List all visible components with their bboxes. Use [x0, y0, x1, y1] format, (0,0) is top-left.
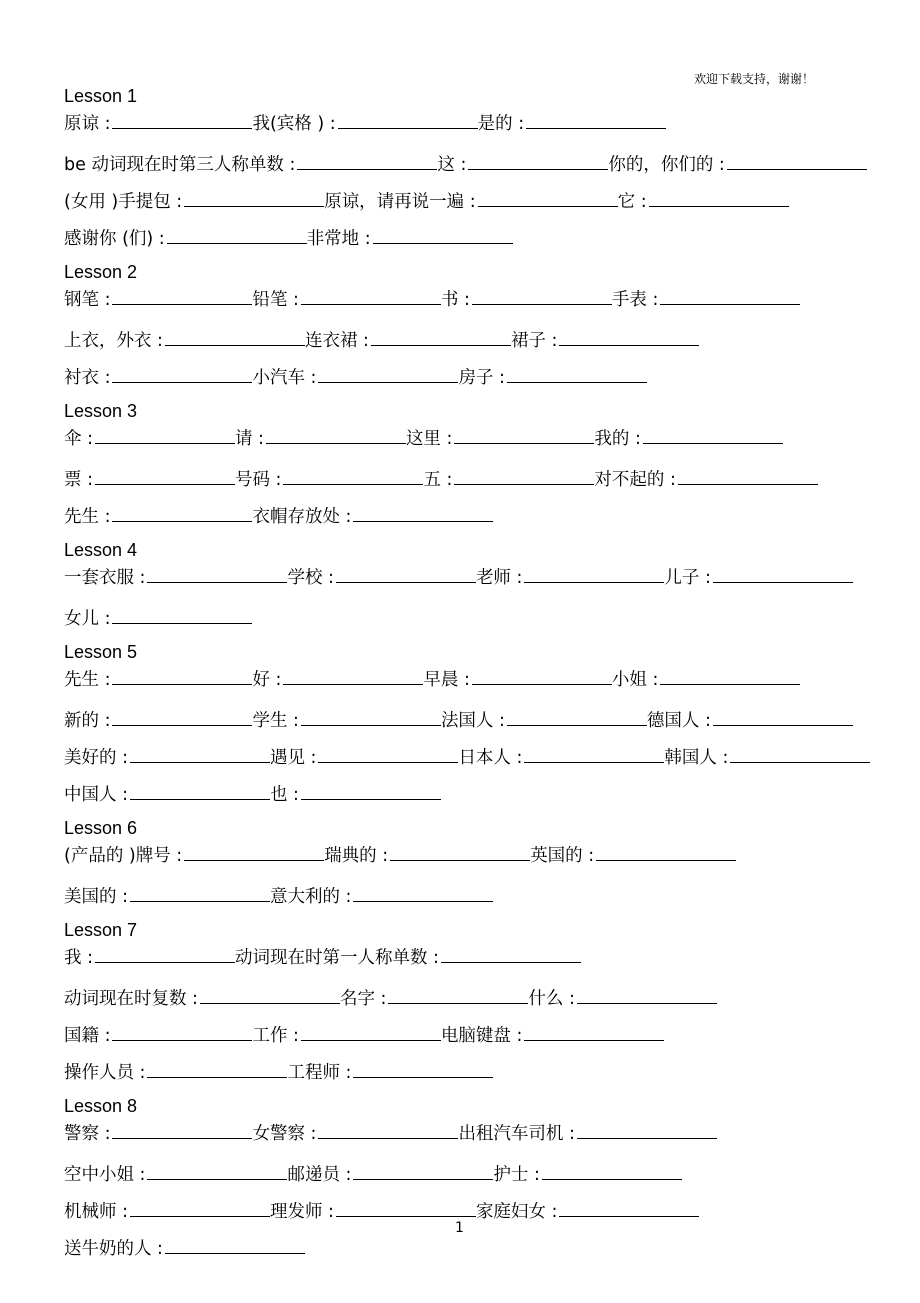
vocab-term: (产品的 )牌号 : [64, 846, 183, 866]
vocab-term: 中国人 : [64, 785, 128, 805]
vocab-term: 伞 : [64, 429, 93, 449]
vocab-term: 裙子 : [510, 331, 558, 351]
lesson-title: Lesson 5 [64, 642, 138, 662]
answer-blank[interactable] [524, 562, 664, 583]
answer-blank[interactable] [649, 186, 789, 207]
vocab-term: 出租汽车司机 : [458, 1124, 575, 1144]
vocab-term: 德国人 : [646, 711, 711, 731]
answer-blank[interactable] [390, 840, 530, 861]
answer-blank[interactable] [318, 742, 458, 763]
answer-blank[interactable] [112, 501, 252, 522]
vocab-row [64, 223, 884, 260]
answer-blank[interactable] [165, 1233, 305, 1254]
answer-blank[interactable] [301, 1020, 441, 1041]
answer-blank[interactable] [524, 742, 664, 763]
answer-blank[interactable] [297, 149, 437, 170]
answer-blank[interactable] [112, 603, 252, 624]
answer-blank[interactable] [542, 1159, 682, 1180]
vocab-term: 电脑键盘 : [440, 1026, 523, 1046]
vocab-term: 名字 : [339, 989, 387, 1009]
answer-blank[interactable] [730, 742, 870, 763]
answer-blank[interactable] [266, 423, 406, 444]
vocab-term: 邮递员 : [287, 1165, 352, 1185]
vocab-term: 老师 : [475, 568, 523, 588]
vocab-term: 女警察 : [252, 1124, 317, 1144]
vocab-term: 这里 : [405, 429, 453, 449]
worksheet-content [64, 84, 884, 1270]
vocab-term: 美国的 : [64, 887, 128, 907]
vocab-term: 衬衣 : [64, 368, 111, 388]
vocab-term: 遇见 : [269, 748, 317, 768]
answer-blank[interactable] [388, 983, 528, 1004]
answer-blank[interactable] [660, 664, 800, 685]
header-note: 欢迎下载支持，谢谢！ [694, 72, 815, 86]
vocab-term: 学校 : [287, 568, 334, 588]
vocab-term: 空中小姐 : [64, 1165, 146, 1185]
vocab-term: 工程师 : [287, 1063, 352, 1083]
vocab-term: 感谢你 (们) : [64, 229, 165, 249]
vocab-term: 警察 : [64, 1124, 111, 1144]
answer-blank[interactable] [472, 284, 612, 305]
answer-blank[interactable] [184, 186, 324, 207]
vocab-term: 学生 : [252, 711, 299, 731]
answer-blank[interactable] [577, 1118, 717, 1139]
answer-blank[interactable] [643, 423, 783, 444]
vocab-row [64, 284, 884, 325]
vocab-term: 女儿 : [64, 609, 111, 629]
answer-blank[interactable] [596, 840, 736, 861]
vocab-row [64, 705, 884, 742]
answer-blank[interactable] [130, 881, 270, 902]
vocab-term: 瑞典的 : [324, 846, 389, 866]
lesson-title: Lesson 3 [64, 401, 138, 421]
answer-blank[interactable] [95, 423, 235, 444]
vocab-row [64, 664, 884, 705]
answer-blank[interactable] [559, 325, 699, 346]
answer-blank[interactable] [353, 1057, 493, 1078]
lesson-title: Lesson 2 [64, 262, 138, 282]
vocab-row [64, 562, 884, 603]
vocab-row [64, 881, 884, 918]
answer-blank[interactable] [727, 149, 867, 170]
answer-blank[interactable] [338, 108, 478, 129]
vocab-row [64, 149, 884, 186]
answer-blank[interactable] [147, 562, 287, 583]
answer-blank[interactable] [472, 664, 612, 685]
vocab-term: 五 : [423, 470, 453, 490]
vocab-row [64, 603, 884, 640]
vocab-term: 动词现在时复数 : [64, 989, 198, 1009]
answer-blank[interactable] [318, 1118, 458, 1139]
answer-blank[interactable] [318, 362, 458, 383]
answer-blank[interactable] [507, 705, 647, 726]
answer-blank[interactable] [283, 464, 423, 485]
vocab-term: 原谅 : [64, 114, 111, 134]
vocab-row [64, 362, 884, 399]
answer-blank[interactable] [373, 223, 513, 244]
answer-blank[interactable] [147, 1057, 287, 1078]
vocab-row [64, 1233, 884, 1270]
answer-blank[interactable] [371, 325, 511, 346]
lesson-title: Lesson 4 [64, 540, 138, 560]
vocab-row [64, 501, 884, 538]
answer-blank[interactable] [454, 423, 594, 444]
vocab-term: 机械师 : [64, 1202, 128, 1222]
vocab-term: 新的 : [64, 711, 111, 731]
vocab-term: 日本人 : [458, 748, 523, 768]
answer-blank[interactable] [95, 464, 235, 485]
answer-blank[interactable] [301, 705, 441, 726]
vocab-term: 钢笔 : [64, 290, 111, 310]
vocab-term: 铅笔 : [252, 290, 299, 310]
vocab-term: 理发师 : [269, 1202, 334, 1222]
vocab-row [64, 325, 884, 362]
vocab-term: 先生 : [64, 670, 111, 690]
vocab-row [64, 1020, 884, 1057]
answer-blank[interactable] [441, 942, 581, 963]
answer-blank[interactable] [577, 983, 717, 1004]
vocab-term: 什么 : [528, 989, 575, 1009]
vocab-term: 书 : [440, 290, 470, 310]
vocab-term: be 动词现在时第三人称单数 : [64, 155, 296, 175]
answer-blank[interactable] [112, 362, 252, 383]
vocab-term: 小姐 : [611, 670, 659, 690]
answer-blank[interactable] [184, 840, 324, 861]
answer-blank[interactable] [147, 1159, 287, 1180]
answer-blank[interactable] [353, 881, 493, 902]
vocab-term: 早晨 : [423, 670, 470, 690]
vocab-row [64, 779, 884, 816]
vocab-term: 小汽车 : [252, 368, 317, 388]
vocab-term: 我(宾格 ) : [252, 114, 336, 134]
lesson-title: Lesson 6 [64, 818, 138, 838]
vocab-term: 我的 : [594, 429, 641, 449]
answer-blank[interactable] [478, 186, 618, 207]
vocab-term: 原谅，请再说一遍 : [324, 192, 476, 212]
answer-blank[interactable] [353, 1159, 493, 1180]
vocab-term: 也 : [269, 785, 299, 805]
vocab-term: 家庭妇女 : [475, 1202, 558, 1222]
vocab-term: 手表 : [611, 290, 659, 310]
vocab-term: 韩国人 : [664, 748, 729, 768]
vocab-term: 衣帽存放处 : [252, 507, 352, 527]
vocab-term: 它 : [617, 192, 647, 212]
vocab-term: 护士 : [493, 1165, 540, 1185]
answer-blank[interactable] [524, 1020, 664, 1041]
answer-blank[interactable] [507, 362, 647, 383]
vocab-row [64, 942, 884, 983]
vocab-term: (女用 )手提包 : [64, 192, 183, 212]
vocab-term: 你的，你们的 : [608, 155, 725, 175]
lesson-title: Lesson 7 [64, 920, 138, 940]
answer-blank[interactable] [112, 705, 252, 726]
vocab-row [64, 840, 884, 881]
lesson-title: Lesson 8 [64, 1096, 138, 1116]
vocab-row [64, 1118, 884, 1159]
answer-blank[interactable] [283, 664, 423, 685]
vocab-term: 对不起的 : [594, 470, 676, 490]
vocab-term: 先生 : [64, 507, 111, 527]
answer-blank[interactable] [713, 562, 853, 583]
vocab-row [64, 983, 884, 1020]
vocab-term: 儿子 : [664, 568, 711, 588]
answer-blank[interactable] [559, 1196, 699, 1217]
vocab-term: 号码 : [234, 470, 282, 490]
page-number: 1 [455, 1220, 464, 1236]
vocab-term: 意大利的 : [269, 887, 352, 907]
vocab-term: 票 : [64, 470, 93, 490]
vocab-term: 操作人员 : [64, 1063, 146, 1083]
answer-blank[interactable] [301, 284, 441, 305]
lesson-title: Lesson 1 [64, 86, 138, 106]
vocab-term: 国籍 : [64, 1026, 111, 1046]
vocab-term: 一套衣服 : [64, 568, 146, 588]
vocab-term: 这 : [437, 155, 467, 175]
answer-blank[interactable] [130, 742, 270, 763]
vocab-row [64, 1196, 884, 1233]
vocab-row [64, 742, 884, 779]
vocab-row [64, 108, 884, 149]
vocab-term: 美好的 : [64, 748, 128, 768]
answer-blank[interactable] [678, 464, 818, 485]
answer-blank[interactable] [713, 705, 853, 726]
answer-blank[interactable] [526, 108, 666, 129]
answer-blank[interactable] [167, 223, 307, 244]
answer-blank[interactable] [468, 149, 608, 170]
answer-blank[interactable] [130, 779, 270, 800]
answer-blank[interactable] [165, 325, 305, 346]
vocab-term: 工作 : [252, 1026, 299, 1046]
vocab-term: 连衣裙 : [304, 331, 369, 351]
vocab-row [64, 186, 884, 223]
answer-blank[interactable] [336, 1196, 476, 1217]
answer-blank[interactable] [112, 1020, 252, 1041]
answer-blank[interactable] [95, 942, 235, 963]
vocab-row [64, 423, 884, 464]
vocab-row [64, 464, 884, 501]
answer-blank[interactable] [112, 664, 252, 685]
vocab-term: 房子 : [458, 368, 505, 388]
vocab-term: 法国人 : [440, 711, 505, 731]
vocab-term: 非常地 : [306, 229, 371, 249]
vocab-row [64, 1159, 884, 1196]
vocab-term: 英国的 : [530, 846, 595, 866]
answer-blank[interactable] [660, 284, 800, 305]
vocab-term: 上衣，外衣 : [64, 331, 163, 351]
answer-blank[interactable] [130, 1196, 270, 1217]
answer-blank[interactable] [353, 501, 493, 522]
answer-blank[interactable] [112, 1118, 252, 1139]
vocab-term: 送牛奶的人 : [64, 1239, 163, 1259]
vocab-term: 我 : [64, 948, 93, 968]
answer-blank[interactable] [454, 464, 594, 485]
answer-blank[interactable] [200, 983, 340, 1004]
answer-blank[interactable] [112, 284, 252, 305]
answer-blank[interactable] [336, 562, 476, 583]
answer-blank[interactable] [301, 779, 441, 800]
answer-blank[interactable] [112, 108, 252, 129]
vocab-row [64, 1057, 884, 1094]
vocab-term: 请 : [234, 429, 264, 449]
vocab-term: 好 : [252, 670, 282, 690]
vocab-term: 是的 : [477, 114, 525, 134]
vocab-term: 动词现在时第一人称单数 : [234, 948, 439, 968]
